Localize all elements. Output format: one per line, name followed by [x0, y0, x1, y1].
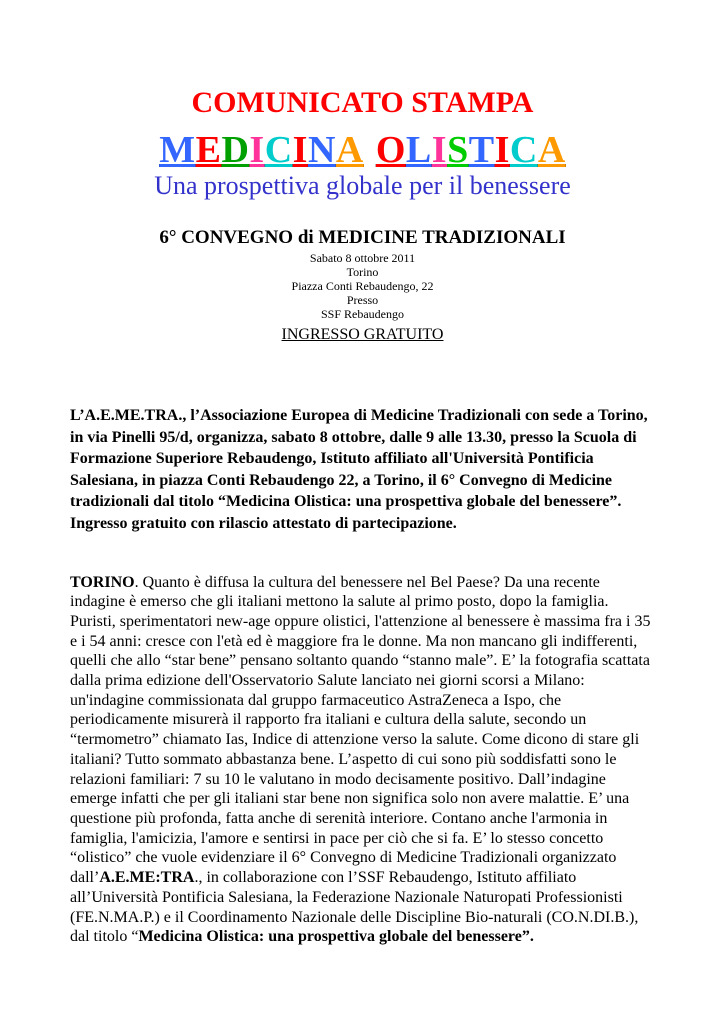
headline-letter: I [292, 129, 308, 171]
headline-letter: A [335, 129, 364, 171]
body-closing: Medicina Olistica: una prospettiva globale del benessere”. [138, 928, 534, 946]
document-title: COMUNICATO STAMPA [191, 86, 534, 119]
headline-letter: S [447, 129, 469, 171]
headline-letter: O [375, 129, 406, 171]
entry-notice: INGRESSO GRATUITO [281, 326, 444, 343]
event-city: Torino [346, 265, 379, 279]
headline-word-1 [159, 129, 364, 171]
headline-letter: M [159, 129, 196, 171]
headline-letter: I [431, 129, 448, 171]
headline-letter: N [307, 129, 336, 171]
headline-letter: A [537, 129, 566, 171]
event-date: Sabato 8 ottobre 2011 [309, 251, 416, 265]
headline-letter: T [468, 129, 495, 171]
headline-letter: C [509, 129, 538, 171]
headline-word-2 [376, 129, 566, 171]
headline-letter: I [494, 129, 510, 171]
subtitle: Una prospettiva globale per il benessere [154, 171, 571, 200]
event-presso: Presso [346, 293, 379, 307]
headline-letter: L [405, 129, 432, 171]
body-part-2: ., in collaborazione con l’SSF Rebaudengo, Istituto affiliato all’Università Pontificia Salesiana, la Federazione Nazionale Naturopati Professionisti (FE.N.MA.P.) e il Coordinamento Nazionale delle Discipline Bio-naturali (CO.N.DI.B.), dal titolo “ [70, 869, 639, 946]
body-lead: TORINO [70, 573, 135, 591]
headline-letter: E [195, 129, 222, 171]
abstract-paragraph: L’A.E.ME.TRA., l’Associazione Europea di Medicine Tradizionali con sede a Torino, in via Pinelli 95/d, organizza, sabato 8 ottobre, dalle 9 alle 13.30, presso la Scuola di Formazione Superiore Rebaudengo, Istituto affiliato all'Università Pontificia Salesiana, in piazza Conti Rebaudengo 22, a Torino, il 6° Convegno di Medicine tradizionali dal titolo “Medicina Olistica: una prospettiva globale del benessere”. Ingresso gratuito con rilascio attestato di partecipazione. [70, 407, 648, 532]
event-name: 6° CONVEGNO di MEDICINE TRADIZIONALI [159, 227, 566, 248]
event-address: Piazza Conti Rebaudengo, 22 [291, 279, 434, 293]
headline-letter: D [221, 129, 250, 171]
headline [70, 129, 655, 171]
body-part-1: . Quanto è diffusa la cultura del benessere nel Bel Paese? Da una recente indagine è emerso che gli italiani mettono la salute al primo posto, dopo la famiglia. Puristi, sperimentatori new-age oppure olistici, l'attenzione al benessere è massima fra i 35 e i 54 anni: cresce con l'età ed è maggiore fra le donne. Ma non mancano gli indifferenti, quelli che allo “star bene” pensano soltanto quando “stanno male”. E’ la fotografia scattata dalla prima edizione dell'Osservatorio Salute lanciato nei giorni scorsi a Milano: un'indagine commissionata dal gruppo farmaceutico AstraZeneca a Ispo, che periodicamente misurerà il rapporto fra italiani e cultura della salute, secondo un “termometro” chiamato Ias, Indice di attenzione verso la salute. Come dicono di stare gli italiani? Tutto sommato abbastanza bene. L’aspetto di cui sono più soddisfatti sono le relazioni familiari: 7 su 10 le valutano in modo decisamente positivo. Dall’indagine emerge infatti che per gli italiani star bene non significa solo non avere malattie. E’ una questione più profonda, fatta anche di serenità interiore. Contano anche l'armonia in famiglia, l'amicizia, l'amore e sentirsi in pace per ciò che si fa. E’ lo stesso concetto “olistico” che vuole evidenziare il 6° Convegno di Medicine Tradizionali organizzato dall’ [70, 573, 651, 887]
headline-letter: I [249, 129, 265, 171]
body-paragraph [70, 573, 655, 947]
event-venue: SSF Rebaudengo [320, 307, 404, 321]
body-org: A.E.ME:TRA [99, 869, 195, 887]
headline-letter: C [264, 129, 293, 171]
